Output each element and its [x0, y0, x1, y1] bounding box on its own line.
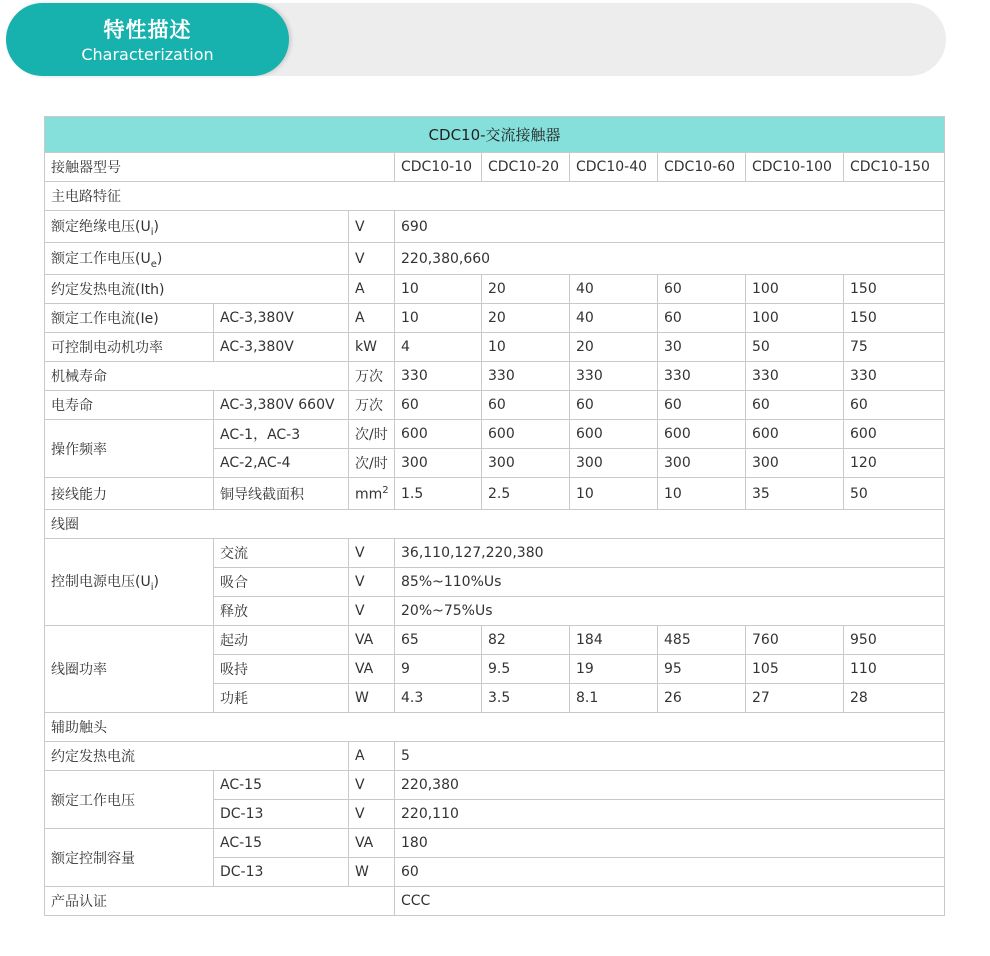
value-cell: 1.5: [395, 478, 482, 510]
row-label: 接触器型号: [45, 153, 395, 182]
value-cell: 10: [482, 333, 570, 362]
value-cell: 120: [844, 449, 945, 478]
value-cell: 50: [844, 478, 945, 510]
value-cell: 50: [746, 333, 844, 362]
condition-cell: 功耗: [214, 684, 349, 713]
row-label: 线圈功率: [45, 626, 214, 713]
table-row: [45, 153, 945, 182]
value-cell: 30: [658, 333, 746, 362]
value-cell: 26: [658, 684, 746, 713]
condition-cell: DC-13: [214, 800, 349, 829]
section-row: [45, 713, 945, 742]
table-row: [45, 333, 945, 362]
value-cell: 220,110: [395, 800, 945, 829]
row-label: 额定工作电压: [45, 771, 214, 829]
condition-cell: AC-3,380V: [214, 304, 349, 333]
model-header: CDC10-20: [482, 153, 570, 182]
unit-cell: $mm^2$: [349, 478, 395, 510]
row-label: 接线能力: [45, 478, 214, 510]
row-label: 产品认证: [45, 887, 395, 916]
value-cell: 60: [746, 391, 844, 420]
value-cell: 330: [658, 362, 746, 391]
condition-cell: AC-15: [214, 829, 349, 858]
row-label: 额定工作电压$(U_e)$: [45, 243, 349, 275]
value-cell: 150: [844, 275, 945, 304]
unit-cell: VA: [349, 655, 395, 684]
unit-cell: V: [349, 800, 395, 829]
value-cell: 60: [658, 304, 746, 333]
table-row: [45, 539, 945, 568]
value-cell: 60: [395, 858, 945, 887]
unit-cell: V: [349, 539, 395, 568]
value-cell: 40: [570, 275, 658, 304]
condition-cell: 释放: [214, 597, 349, 626]
value-cell: 60: [658, 391, 746, 420]
unit-cell: V: [349, 771, 395, 800]
value-cell: 100: [746, 275, 844, 304]
section-row: [45, 510, 945, 539]
model-header: CDC10-10: [395, 153, 482, 182]
condition-cell: AC-3,380V 660V: [214, 391, 349, 420]
value-cell: 300: [395, 449, 482, 478]
row-label: 额定控制容量: [45, 829, 214, 887]
value-cell: 9.5: [482, 655, 570, 684]
value-cell: 600: [570, 420, 658, 449]
model-header: CDC10-100: [746, 153, 844, 182]
value-cell: 10: [395, 275, 482, 304]
table-title-row: [45, 117, 945, 153]
value-cell: 330: [844, 362, 945, 391]
row-label: 电寿命: [45, 391, 214, 420]
value-cell: 600: [395, 420, 482, 449]
table-row: [45, 243, 945, 275]
value-cell: 20%~75%Us: [395, 597, 945, 626]
value-cell: 5: [395, 742, 945, 771]
condition-cell: AC-3,380V: [214, 333, 349, 362]
condition-cell: AC-1，AC-3: [214, 420, 349, 449]
row-label: 机械寿命: [45, 362, 349, 391]
value-cell: 4.3: [395, 684, 482, 713]
value-cell: 60: [482, 391, 570, 420]
value-cell: 100: [746, 304, 844, 333]
condition-cell: 吸持: [214, 655, 349, 684]
row-label: 可控制电动机功率: [45, 333, 214, 362]
value-cell: 330: [570, 362, 658, 391]
condition-cell: DC-13: [214, 858, 349, 887]
value-cell: 35: [746, 478, 844, 510]
value-cell: 220,380: [395, 771, 945, 800]
banner-title-cn: 特性描述: [103, 18, 192, 42]
value-cell: 950: [844, 626, 945, 655]
unit-cell: V: [349, 597, 395, 626]
unit-cell: 次/时: [349, 449, 395, 478]
value-cell: 600: [482, 420, 570, 449]
value-cell: 8.1: [570, 684, 658, 713]
value-cell: 28: [844, 684, 945, 713]
model-header: CDC10-150: [844, 153, 945, 182]
value-cell: 9: [395, 655, 482, 684]
value-cell: 27: [746, 684, 844, 713]
value-cell: 40: [570, 304, 658, 333]
value-cell: 300: [570, 449, 658, 478]
row-label: 约定发热电流: [45, 742, 349, 771]
value-cell: 300: [658, 449, 746, 478]
value-cell: 600: [658, 420, 746, 449]
unit-cell: V: [349, 243, 395, 275]
unit-cell: A: [349, 304, 395, 333]
row-label: 额定工作电流(Ie): [45, 304, 214, 333]
table-row: [45, 211, 945, 243]
unit-cell: 万次: [349, 391, 395, 420]
unit-cell: V: [349, 211, 395, 243]
model-header: CDC10-40: [570, 153, 658, 182]
value-cell: 3.5: [482, 684, 570, 713]
value-cell: 600: [844, 420, 945, 449]
value-cell: 150: [844, 304, 945, 333]
value-cell: 330: [395, 362, 482, 391]
unit-cell: 万次: [349, 362, 395, 391]
unit-cell: 次/时: [349, 420, 395, 449]
table-title: CDC10-交流接触器: [45, 117, 945, 153]
table-row: [45, 829, 945, 858]
condition-cell: 起动: [214, 626, 349, 655]
value-cell: 60: [570, 391, 658, 420]
value-cell: CCC: [395, 887, 945, 916]
value-cell: 60: [844, 391, 945, 420]
value-cell: 600: [746, 420, 844, 449]
value-cell: 110: [844, 655, 945, 684]
value-cell: 760: [746, 626, 844, 655]
table-row: [45, 304, 945, 333]
condition-cell: AC-2,AC-4: [214, 449, 349, 478]
value-cell: 19: [570, 655, 658, 684]
value-cell: 10: [570, 478, 658, 510]
table-row: [45, 887, 945, 916]
unit-cell: A: [349, 742, 395, 771]
table-row: [45, 478, 945, 510]
table-row: [45, 420, 945, 449]
value-cell: 690: [395, 211, 945, 243]
value-cell: 65: [395, 626, 482, 655]
table-row: [45, 391, 945, 420]
value-cell: 10: [395, 304, 482, 333]
condition-cell: 铜导线截面积: [214, 478, 349, 510]
unit-cell: V: [349, 568, 395, 597]
unit-cell: A: [349, 275, 395, 304]
value-cell: 184: [570, 626, 658, 655]
condition-cell: AC-15: [214, 771, 349, 800]
value-cell: 75: [844, 333, 945, 362]
value-cell: 60: [395, 391, 482, 420]
value-cell: 4: [395, 333, 482, 362]
row-label: 约定发热电流(Ith): [45, 275, 349, 304]
unit-cell: VA: [349, 626, 395, 655]
row-label: 控制电源电压$(U_i)$: [45, 539, 214, 626]
unit-cell: kW: [349, 333, 395, 362]
section-main-circuit: 主电路特征: [45, 182, 945, 211]
spec-table: [44, 116, 945, 916]
value-cell: 180: [395, 829, 945, 858]
value-cell: 220,380,660: [395, 243, 945, 275]
table-row: [45, 771, 945, 800]
value-cell: 36,110,127,220,380: [395, 539, 945, 568]
row-label: 操作频率: [45, 420, 214, 478]
value-cell: 10: [658, 478, 746, 510]
unit-cell: W: [349, 684, 395, 713]
value-cell: 300: [482, 449, 570, 478]
value-cell: 20: [482, 304, 570, 333]
section-aux-contacts: 辅助触头: [45, 713, 945, 742]
value-cell: 85%~110%Us: [395, 568, 945, 597]
value-cell: 105: [746, 655, 844, 684]
value-cell: 95: [658, 655, 746, 684]
table-row: [45, 275, 945, 304]
value-cell: 20: [570, 333, 658, 362]
unit-cell: W: [349, 858, 395, 887]
unit-cell: VA: [349, 829, 395, 858]
table-row: [45, 362, 945, 391]
value-cell: 330: [746, 362, 844, 391]
section-banner: [6, 3, 289, 76]
value-cell: 2.5: [482, 478, 570, 510]
value-cell: 485: [658, 626, 746, 655]
table-row: [45, 742, 945, 771]
section-coil: 线圈: [45, 510, 945, 539]
condition-cell: 吸合: [214, 568, 349, 597]
row-label: 额定绝缘电压$(U_i)$: [45, 211, 349, 243]
section-row: [45, 182, 945, 211]
value-cell: 330: [482, 362, 570, 391]
value-cell: 82: [482, 626, 570, 655]
value-cell: 60: [658, 275, 746, 304]
model-header: CDC10-60: [658, 153, 746, 182]
value-cell: 300: [746, 449, 844, 478]
value-cell: 20: [482, 275, 570, 304]
condition-cell: 交流: [214, 539, 349, 568]
banner-title-en: Characterization: [81, 45, 214, 64]
table-row: [45, 626, 945, 655]
